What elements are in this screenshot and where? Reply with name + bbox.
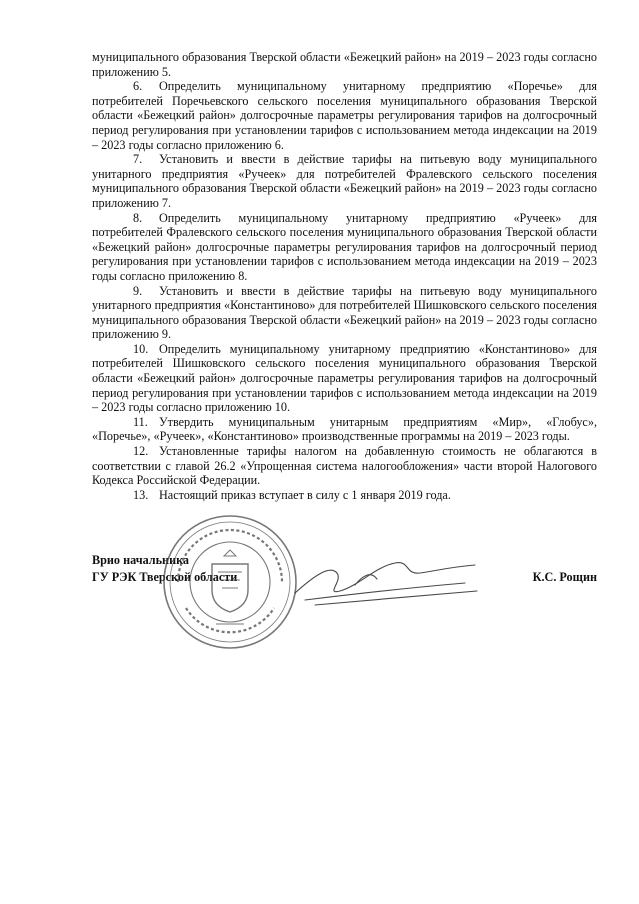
item-13 xyxy=(92,488,597,503)
item-number: 12. xyxy=(133,444,149,459)
document-body xyxy=(92,50,597,502)
item-number: 9. xyxy=(133,283,143,298)
intro-paragraph: муниципального образования Тверской области «Бежецкий район» на 2019 – 2023 годы согласно приложению 5. xyxy=(92,50,597,79)
item-6 xyxy=(92,79,597,152)
item-12 xyxy=(92,444,597,488)
item-text: Настоящий приказ вступает в силу с 1 января 2019 года. xyxy=(159,487,451,502)
item-text: Определить муниципальному унитарному предприятию «Поречье» для потребителей Поречьевского сельского поселения муниципального образования Тверской области «Бежецкий район» долгосрочные параметры регулирования тарифов на долгосрочный период регулирования при установлении тарифов с использованием метода индексации на 2019 – 2023 годы согласно приложению 6. xyxy=(92,79,597,152)
item-number: 6. xyxy=(133,79,143,94)
signer-name: К.С. Рощин xyxy=(532,570,597,584)
item-10 xyxy=(92,342,597,415)
item-11 xyxy=(92,415,597,444)
handwritten-signature-icon xyxy=(285,545,485,615)
item-text: Определить муниципальному унитарному предприятию «Константиново» для потребителей Шишковского сельского поселения муниципального образования Тверской области «Бежецкий район» долгосрочные параметры регулирования тарифов на долгосрочный период регулирования при установлении тарифов с использованием метода индексации на 2019 – 2023 годы согласно приложению 10. xyxy=(92,341,597,415)
item-8 xyxy=(92,211,597,284)
item-number: 11. xyxy=(133,414,148,429)
item-text: Определить муниципальному унитарному предприятию «Ручеек» для потребителей Фралевского сельского поселения муниципального образования Тверской области «Бежецкий район» долгосрочные параметры регулирования тарифов на долгосрочный период регулирования при установлении тарифов с использованием метода индексации на 2019 – 2023 годы согласно приложению 8. xyxy=(92,210,597,283)
item-number: 10. xyxy=(133,341,149,356)
item-text: Установить и ввести в действие тарифы на питьевую воду муниципального унитарного предприятия «Константиново» для потребителей Шишковского сельского поселения муниципального образования Тверской области «Бежецкий район» на 2019 – 2023 годы согласно приложению 9. xyxy=(92,283,597,342)
item-number: 8. xyxy=(133,210,143,225)
item-text: Установить и ввести в действие тарифы на питьевую воду муниципального унитарного предприятия «Ручеек» для потребителей Фралевского сельского поселения муниципального образования Тверской области «Бежецкий район» на 2019 – 2023 годы согласно приложению 7. xyxy=(92,152,597,210)
item-text: Установленные тарифы налогом на добавленную стоимость не облагаются в соответствии с главой 26.2 «Упрощенная система налогообложения» части второй Налогового Кодекса Российской Федерации. xyxy=(92,444,597,488)
item-9 xyxy=(92,284,597,342)
item-number: 7. xyxy=(133,152,143,167)
signer-position-line1: Врио начальника xyxy=(92,553,190,567)
official-stamp-icon xyxy=(160,512,300,652)
item-7 xyxy=(92,152,597,210)
signer-position-line2: ГУ РЭК Тверской области xyxy=(92,570,238,584)
item-text: Утвердить муниципальным унитарным предприятиям «Мир», «Глобус», «Поречье», «Ручеек», «Константиново» производственные программы на 2019 – 2023 годы. xyxy=(92,414,597,444)
item-number: 13. xyxy=(133,487,149,502)
